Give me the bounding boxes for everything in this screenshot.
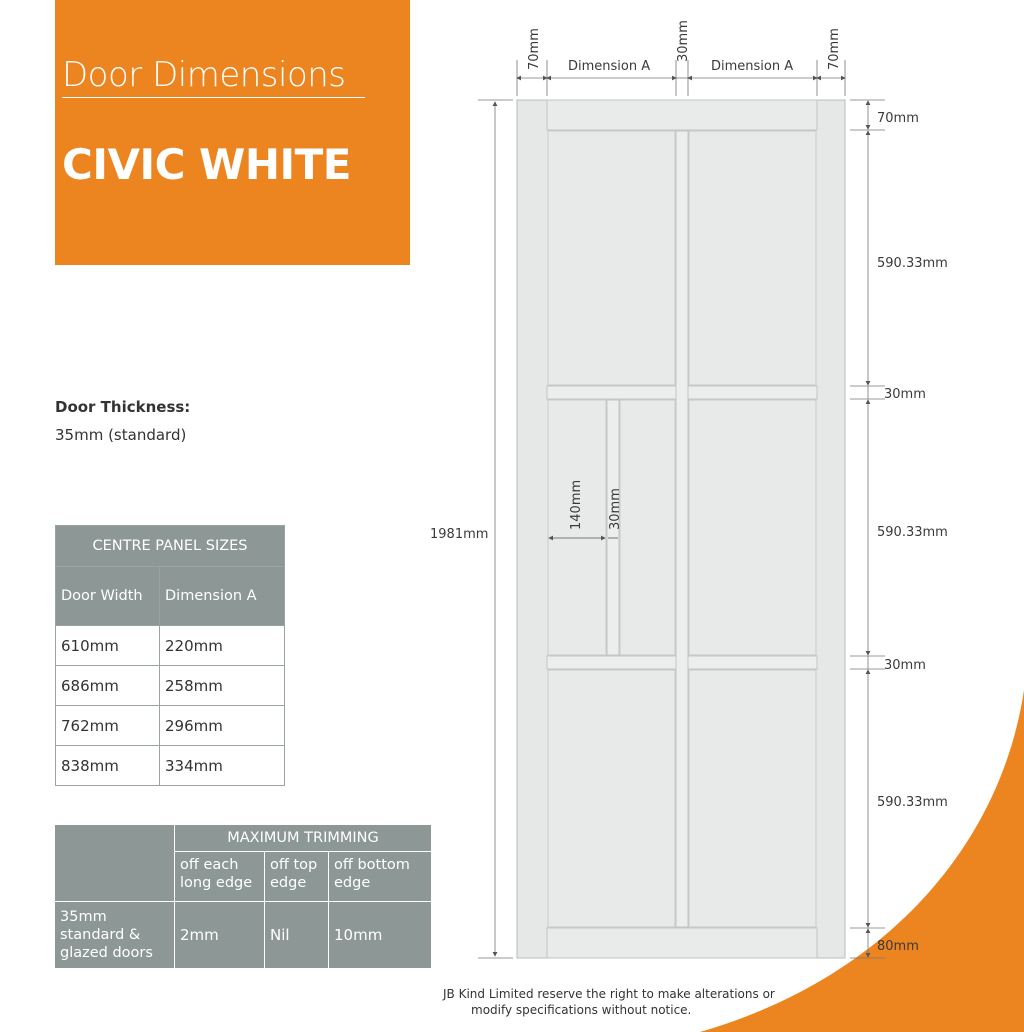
table-cell: 762mm [56,706,160,746]
table-cell: 686mm [56,666,160,706]
right-dim-bar-2: 30mm [884,658,926,673]
table-cell: 2mm [175,902,265,969]
column-header-door-width: Door Width [56,567,160,626]
table-cell: 838mm [56,746,160,786]
thickness-value: 35mm (standard) [55,426,187,444]
door-illustration [517,100,845,958]
column-header-top-edge: off top edge [265,852,329,902]
right-dim-bar-1: 30mm [884,387,926,402]
table-cell: 610mm [56,626,160,666]
top-dim-centre-bar: 30mm [676,20,691,62]
table-cell: Nil [265,902,329,969]
disclaimer-line-1: JB Kind Limited reserve the right to make alterations or [443,987,775,1001]
table-cell: 296mm [160,706,285,746]
row-header-door-type: 35mm standard & glazed doors [55,902,175,969]
panel-table-title: CENTRE PANEL SIZES [56,526,285,567]
column-header-long-edge: off each long edge [175,852,265,902]
top-dim-right-stile: 70mm [827,28,842,70]
column-header-dimension-a: Dimension A [160,567,285,626]
product-title: CIVIC WHITE [62,140,351,189]
table-cell: 334mm [160,746,285,786]
right-dim-panel-3: 590.33mm [877,795,948,810]
page-subtitle: Door Dimensions [62,55,346,95]
table-cell: 10mm [329,902,432,969]
inner-dim-bar-width: 30mm [608,488,623,530]
right-dim-bottom-rail: 80mm [877,939,919,954]
table-cell: 258mm [160,666,285,706]
right-dim-top-rail: 70mm [877,111,919,126]
inner-dim-panel-width: 140mm [569,479,584,530]
disclaimer [443,986,803,1018]
right-dim-panel-2: 590.33mm [877,525,948,540]
thickness-label: Door Thickness: [55,398,191,416]
top-dim-left-stile: 70mm [527,28,542,70]
table-cell: 220mm [160,626,285,666]
right-dim-panel-1: 590.33mm [877,256,948,271]
column-header-bottom-edge: off bottom edge [329,852,432,902]
disclaimer-line-2: modify specifications without notice. [471,1003,692,1017]
trim-table-title: MAXIMUM TRIMMING [175,825,432,852]
top-dim-dimension-a-left: Dimension A [568,59,651,74]
top-dim-dimension-a-right: Dimension A [711,59,794,74]
height-dim: 1981mm [430,527,489,542]
